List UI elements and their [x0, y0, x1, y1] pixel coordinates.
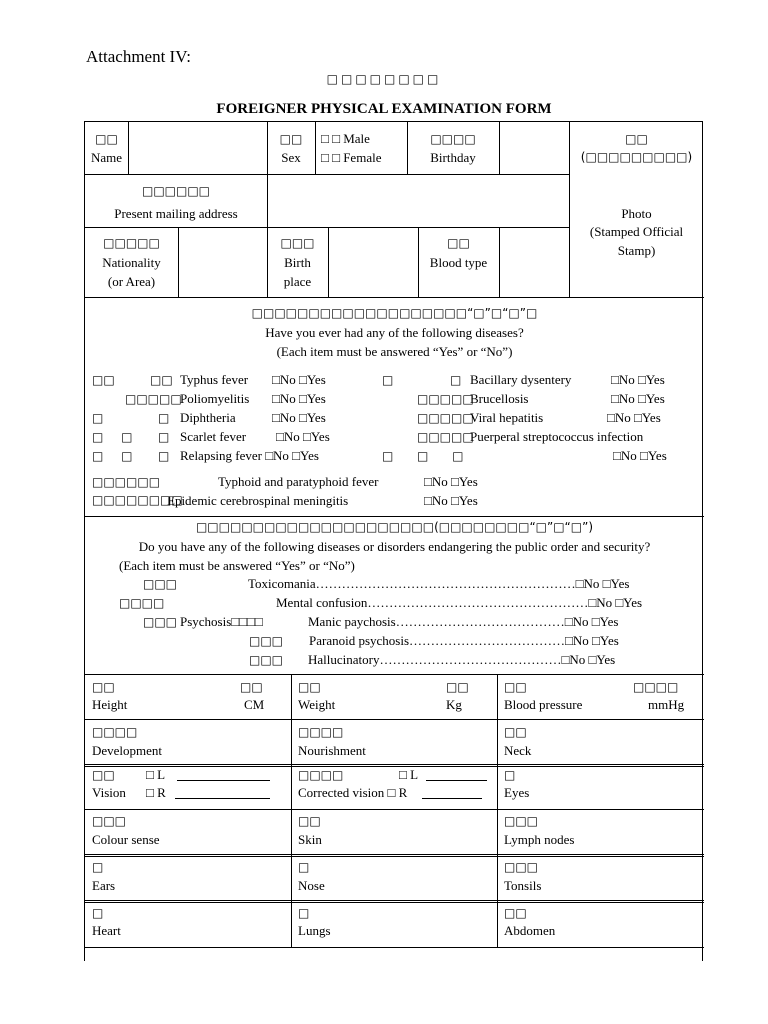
- nationality-label-note: (or Area): [107, 274, 156, 289]
- nationality-label-chinese: □□□□□: [103, 236, 160, 250]
- disease-label-chinese: □ □: [417, 449, 464, 463]
- photo-label-chinese: □□: [625, 132, 648, 146]
- disease-meningitis-label: Epidemic cerebrospinal meningitis: [167, 493, 349, 508]
- disease-polio-answer[interactable]: □No □Yes: [272, 391, 326, 406]
- lymph-label-chinese: □□□: [504, 814, 539, 828]
- name-field[interactable]: [129, 123, 266, 173]
- ears-label: Ears: [92, 878, 116, 893]
- disease-scarlet-answer[interactable]: □No □Yes: [276, 429, 330, 444]
- diseases-note: (Each item must be answered “Yes” or “No”): [276, 344, 513, 359]
- development-label: Development: [92, 743, 163, 758]
- divider: [85, 809, 704, 810]
- divider: [85, 674, 704, 675]
- corrected-right-field[interactable]: [422, 785, 482, 799]
- abdomen-label-chinese: □□: [504, 906, 527, 920]
- neck-label-chinese: □□: [504, 725, 527, 739]
- disease-marker: □: [382, 449, 394, 463]
- disease-diphtheria-answer[interactable]: □No □Yes: [272, 410, 326, 425]
- abdomen-label: Abdomen: [504, 923, 556, 938]
- ears-label-chinese: □: [92, 860, 104, 874]
- attachment-label: Attachment IV:: [86, 47, 191, 66]
- vision-label-chinese: □□: [92, 768, 115, 782]
- address-label: Present mailing address: [114, 206, 238, 221]
- birthplace-label-chinese: □□□: [280, 236, 315, 250]
- height-label: Height: [92, 697, 128, 712]
- height-unit-chinese: □□: [240, 680, 263, 694]
- weight-unit-chinese: □□: [446, 680, 469, 694]
- nationality-label: Nationality: [102, 255, 161, 270]
- disease-meningitis-answer[interactable]: □No □Yes: [424, 493, 478, 508]
- lungs-label-chinese: □: [298, 906, 310, 920]
- disease-relapsing-label[interactable]: Relapsing fever □No □Yes: [180, 448, 319, 463]
- bp-label-chinese: □□: [504, 680, 527, 694]
- nose-label: Nose: [298, 878, 325, 893]
- bp-unit-chinese: □□□□: [633, 680, 679, 694]
- vision-label: Vision: [92, 785, 126, 800]
- eyes-label-chinese: □: [504, 768, 516, 782]
- birthplace-label: place: [283, 274, 312, 289]
- disorder-label-chinese: □□□: [143, 577, 178, 591]
- bp-label: Blood pressure: [504, 697, 583, 712]
- disease-polio-label: Poliomyelitis: [180, 391, 250, 406]
- disorders-heading-chinese: □□□□□□□□□□□□□□□□□□□□□(□□□□□□□□“□”□“□”): [195, 520, 594, 534]
- birthplace-label: Birth: [284, 255, 311, 270]
- nourishment-label: Nourishment: [298, 743, 366, 758]
- birthday-label-chinese: □□□□: [430, 132, 476, 146]
- weight-label: Weight: [298, 697, 336, 712]
- tonsils-label: Tonsils: [504, 878, 542, 893]
- disease-dysentery-label: Bacillary dysentery: [470, 372, 572, 387]
- address-label-chinese: □□□□□□: [141, 184, 211, 198]
- vision-right-label: □ R: [146, 785, 166, 800]
- disease-label-chinese: □□: [92, 373, 115, 387]
- disorder-hallucinatory[interactable]: Hallucinatory……………………………………□No □Yes: [308, 652, 616, 667]
- disease-brucellosis-label: Brucellosis: [470, 391, 529, 406]
- disorders-note: (Each item must be answered “Yes” or “No”): [119, 558, 355, 573]
- bloodtype-label-chinese: □□: [447, 236, 470, 250]
- bloodtype-label: Blood type: [429, 255, 488, 270]
- skin-label: Skin: [298, 832, 322, 847]
- lungs-label: Lungs: [298, 923, 331, 938]
- photo-stamp-note: Stamp): [617, 243, 656, 258]
- disorder-toxicomania[interactable]: Toxicomania……………………………………………………□No □Yes: [248, 576, 630, 591]
- diseases-heading-chinese: □□□□□□□□□□□□□□□□□□□“□”□“□”□: [251, 306, 538, 320]
- disease-label-chinese: □ □: [92, 430, 133, 444]
- sex-label: Sex: [281, 150, 301, 165]
- divider: [315, 122, 316, 174]
- divider: [85, 516, 704, 517]
- disease-label-chinese: □□: [150, 373, 173, 387]
- disease-scarlet-label: Scarlet fever: [180, 429, 247, 444]
- divider: [85, 227, 569, 228]
- disease-label-chinese: □ □: [92, 449, 133, 463]
- disease-label-chinese: □□□□□: [417, 392, 474, 406]
- disease-label-chinese: □: [158, 430, 170, 444]
- birthplace-field[interactable]: [329, 228, 417, 296]
- disease-puerperal-label: Puerperal streptococcus infection: [470, 429, 644, 444]
- development-label-chinese: □□□□: [92, 725, 138, 739]
- disorder-label-chinese: □□□: [249, 634, 284, 648]
- photo-label: Photo: [621, 206, 652, 221]
- divider: [85, 719, 704, 720]
- disease-typhus-label: Typhus fever: [180, 372, 249, 387]
- disease-diphtheria-label: Diphtheria: [180, 410, 236, 425]
- psychosis-label: Psychosis□□□□: [180, 614, 263, 629]
- disease-label-chinese: □: [158, 411, 170, 425]
- form-title: FOREIGNER PHYSICAL EXAMINATION FORM: [216, 101, 552, 117]
- colour-sense-label-chinese: □□□: [92, 814, 127, 828]
- divider: [85, 854, 704, 855]
- disease-label-chinese: □: [450, 373, 462, 387]
- disorder-label-chinese: □□□: [143, 615, 178, 629]
- lymph-label: Lymph nodes: [504, 832, 575, 847]
- bp-unit: mmHg: [648, 697, 685, 712]
- disease-hepatitis-answer[interactable]: □No □Yes: [607, 410, 661, 425]
- height-label-chinese: □□: [92, 680, 115, 694]
- corrected-left-field[interactable]: [426, 767, 487, 781]
- photo-note-chinese: (□□□□□□□□□): [580, 150, 693, 164]
- heart-label-chinese: □: [92, 906, 104, 920]
- weight-unit: Kg: [446, 697, 462, 712]
- disease-label-chinese: □□□□□: [125, 392, 182, 406]
- disease-label-chinese: □: [382, 373, 394, 387]
- divider: [85, 900, 704, 901]
- disease-label-chinese: □: [158, 449, 170, 463]
- corrected-vision-label: Corrected vision □ R: [298, 785, 408, 800]
- birthday-field[interactable]: [500, 123, 568, 173]
- vision-left-label: □ L: [146, 767, 166, 782]
- disease-brucellosis-answer[interactable]: □No □Yes: [611, 391, 665, 406]
- disease-label-chinese: □: [92, 411, 104, 425]
- sex-label-chinese: □□: [279, 132, 303, 146]
- disease-typhus-answer[interactable]: □No □Yes: [272, 372, 326, 387]
- disease-typhoid-label: Typhoid and paratyphoid fever: [218, 474, 379, 489]
- neck-label: Neck: [504, 743, 532, 758]
- bloodtype-field[interactable]: [500, 228, 568, 296]
- corrected-left-label: □ L: [399, 767, 419, 782]
- corrected-vision-label-chinese: □□□□: [298, 768, 344, 782]
- photo-stamp-note: (Stamped Official: [589, 224, 684, 239]
- skin-label-chinese: □□: [298, 814, 321, 828]
- diseases-heading: Have you ever had any of the following diseases?: [265, 325, 524, 340]
- disease-label-chinese: □□□□□□: [92, 475, 161, 489]
- weight-label-chinese: □□: [298, 680, 321, 694]
- nose-label-chinese: □: [298, 860, 310, 874]
- divider: [407, 122, 408, 174]
- disease-label-chinese: □□□□□: [417, 411, 474, 425]
- disease-dysentery-answer[interactable]: □No □Yes: [611, 372, 665, 387]
- divider: [85, 947, 704, 948]
- divider: [497, 674, 498, 947]
- form-table: [84, 121, 703, 961]
- disorder-manic[interactable]: Manic paychosis…………………………………□No □Yes: [308, 614, 619, 629]
- disorder-label-chinese: □□□□: [119, 596, 165, 610]
- name-label: Name: [90, 150, 123, 165]
- address-field[interactable]: [268, 175, 568, 226]
- disease-label-chinese: □□□□□□□□: [92, 493, 183, 507]
- heart-label: Heart: [92, 923, 121, 938]
- vision-right-field[interactable]: [175, 785, 270, 799]
- male-checkbox[interactable]: □ □ Male: [321, 131, 370, 146]
- divider: [85, 856, 704, 857]
- disorder-mental-confusion[interactable]: Mental confusion……………………………………………□No □Yes: [276, 595, 643, 610]
- disease-typhoid-answer[interactable]: □No □Yes: [424, 474, 478, 489]
- colour-sense-label: Colour sense: [92, 832, 160, 847]
- eyes-label: Eyes: [504, 785, 530, 800]
- divider: [291, 674, 292, 947]
- nationality-field[interactable]: [179, 228, 266, 296]
- nourishment-label-chinese: □□□□: [298, 725, 344, 739]
- divider: [85, 764, 704, 765]
- vision-left-field[interactable]: [177, 767, 270, 781]
- disease-puerperal-answer[interactable]: □No □Yes: [613, 448, 667, 463]
- disorder-label-chinese: □□□: [249, 653, 284, 667]
- disorder-paranoid[interactable]: Paranoid psychosis………………………………□No □Yes: [309, 633, 619, 648]
- disease-hepatitis-label: Viral hepatitis: [470, 410, 544, 425]
- divider: [85, 297, 704, 298]
- form-title-chinese: □□□□□□□□: [326, 72, 442, 86]
- tonsils-label-chinese: □□□: [504, 860, 539, 874]
- birthday-label: Birthday: [430, 150, 476, 165]
- height-unit: CM: [244, 697, 265, 712]
- disease-label-chinese: □□□□□: [417, 430, 474, 444]
- disorders-heading: Do you have any of the following diseases or disorders endangering the public order and security?: [138, 539, 651, 554]
- divider: [85, 902, 704, 903]
- female-checkbox[interactable]: □ □ Female: [321, 150, 382, 165]
- name-label-chinese: □□: [95, 132, 118, 146]
